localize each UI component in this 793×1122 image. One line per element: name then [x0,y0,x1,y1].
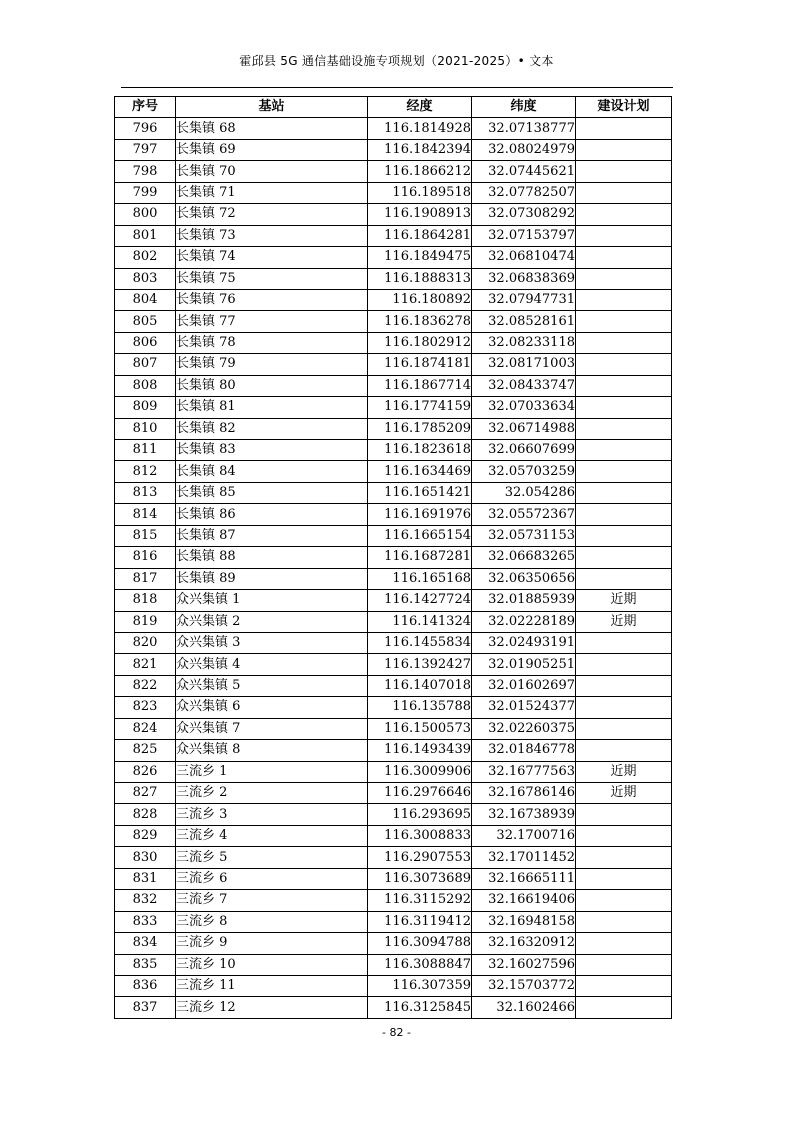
cell-latitude: 32.08433747 [472,375,576,396]
cell-seq: 799 [115,182,176,203]
cell-latitude: 32.07153797 [472,225,576,246]
table-row [115,225,672,246]
cell-seq: 801 [115,225,176,246]
table-row [115,847,672,868]
table-row [115,825,672,846]
table-row [115,375,672,396]
table-body [115,118,672,1018]
cell-plan [576,118,672,139]
table-row [115,204,672,225]
cell-station: 三流乡 2 [176,783,368,804]
cell-plan [576,547,672,568]
cell-longitude: 116.1849475 [368,247,472,268]
cell-longitude: 116.1651421 [368,482,472,503]
cell-latitude: 32.16777563 [472,761,576,782]
cell-plan [576,247,672,268]
cell-station: 三流乡 3 [176,804,368,825]
cell-seq: 832 [115,890,176,911]
table-row [115,997,672,1018]
cell-longitude: 116.1665154 [368,525,472,546]
table-row [115,354,672,375]
table-row [115,482,672,503]
cell-station: 长集镇 68 [176,118,368,139]
cell-longitude: 116.1874181 [368,354,472,375]
cell-seq: 812 [115,461,176,482]
cell-station: 长集镇 87 [176,525,368,546]
cell-longitude: 116.135788 [368,697,472,718]
table-row [115,289,672,310]
cell-station: 三流乡 4 [176,825,368,846]
cell-seq: 798 [115,161,176,182]
cell-station: 三流乡 5 [176,847,368,868]
table-row [115,440,672,461]
cell-station: 三流乡 6 [176,868,368,889]
column-header-seq: 序号 [115,97,176,118]
cell-seq: 827 [115,783,176,804]
cell-plan [576,289,672,310]
cell-latitude: 32.1602466 [472,997,576,1018]
cell-seq: 817 [115,568,176,589]
cell-seq: 823 [115,697,176,718]
cell-station: 众兴集镇 8 [176,740,368,761]
cell-plan [576,954,672,975]
cell-longitude: 116.1802912 [368,332,472,353]
cell-station: 长集镇 81 [176,397,368,418]
cell-longitude: 116.3073689 [368,868,472,889]
cell-longitude: 116.1814928 [368,118,472,139]
cell-station: 众兴集镇 6 [176,697,368,718]
table-row [115,547,672,568]
cell-plan [576,740,672,761]
cell-longitude: 116.1493439 [368,740,472,761]
cell-plan [576,868,672,889]
cell-plan: 近期 [576,611,672,632]
cell-longitude: 116.1392427 [368,654,472,675]
table-row [115,611,672,632]
cell-latitude: 32.07782507 [472,182,576,203]
cell-plan [576,161,672,182]
cell-seq: 829 [115,825,176,846]
cell-seq: 831 [115,868,176,889]
cell-seq: 837 [115,997,176,1018]
cell-latitude: 32.02493191 [472,632,576,653]
cell-latitude: 32.06350656 [472,568,576,589]
cell-latitude: 32.15703772 [472,975,576,996]
table-row [115,311,672,332]
table-row [115,418,672,439]
cell-longitude: 116.1836278 [368,311,472,332]
cell-plan [576,911,672,932]
table-row [115,118,672,139]
cell-latitude: 32.17011452 [472,847,576,868]
cell-station: 长集镇 79 [176,354,368,375]
cell-longitude: 116.3009906 [368,761,472,782]
cell-seq: 835 [115,954,176,975]
cell-seq: 806 [115,332,176,353]
cell-station: 长集镇 89 [176,568,368,589]
cell-station: 众兴集镇 2 [176,611,368,632]
cell-station: 长集镇 71 [176,182,368,203]
table-row [115,954,672,975]
cell-latitude: 32.16320912 [472,933,576,954]
cell-seq: 810 [115,418,176,439]
cell-station: 长集镇 74 [176,247,368,268]
cell-seq: 828 [115,804,176,825]
cell-plan [576,225,672,246]
cell-seq: 818 [115,590,176,611]
cell-latitude: 32.16665111 [472,868,576,889]
cell-latitude: 32.01524377 [472,697,576,718]
cell-longitude: 116.1774159 [368,397,472,418]
column-header-station: 基站 [176,97,368,118]
cell-station: 长集镇 69 [176,139,368,160]
cell-latitude: 32.06683265 [472,547,576,568]
cell-latitude: 32.16027596 [472,954,576,975]
column-header-latitude: 纬度 [472,97,576,118]
cell-seq: 816 [115,547,176,568]
cell-longitude: 116.189518 [368,182,472,203]
cell-seq: 815 [115,525,176,546]
table-row [115,697,672,718]
cell-plan [576,461,672,482]
cell-plan [576,311,672,332]
cell-plan [576,890,672,911]
cell-latitude: 32.07033634 [472,397,576,418]
cell-latitude: 32.16619406 [472,890,576,911]
cell-plan [576,268,672,289]
cell-seq: 833 [115,911,176,932]
cell-latitude: 32.07308292 [472,204,576,225]
cell-plan [576,997,672,1018]
cell-station: 长集镇 80 [176,375,368,396]
cell-longitude: 116.3115292 [368,890,472,911]
cell-station: 众兴集镇 7 [176,718,368,739]
cell-latitude: 32.08171003 [472,354,576,375]
cell-latitude: 32.05703259 [472,461,576,482]
column-header-plan: 建设计划 [576,97,672,118]
cell-longitude: 116.1864281 [368,225,472,246]
cell-station: 三流乡 1 [176,761,368,782]
table-row [115,568,672,589]
cell-longitude: 116.1866212 [368,161,472,182]
table-row [115,397,672,418]
cell-station: 三流乡 11 [176,975,368,996]
cell-seq: 830 [115,847,176,868]
table-row [115,161,672,182]
cell-seq: 800 [115,204,176,225]
table-row [115,804,672,825]
cell-seq: 796 [115,118,176,139]
cell-longitude: 116.1842394 [368,139,472,160]
cell-seq: 797 [115,139,176,160]
cell-plan [576,375,672,396]
cell-longitude: 116.2976646 [368,783,472,804]
cell-longitude: 116.1500573 [368,718,472,739]
cell-latitude: 32.01846778 [472,740,576,761]
table-row [115,182,672,203]
cell-seq: 836 [115,975,176,996]
cell-station: 长集镇 76 [176,289,368,310]
cell-station: 众兴集镇 5 [176,675,368,696]
cell-plan [576,397,672,418]
cell-plan [576,654,672,675]
table-row [115,890,672,911]
cell-station: 众兴集镇 4 [176,654,368,675]
cell-plan [576,718,672,739]
cell-latitude: 32.06838369 [472,268,576,289]
table-row [115,718,672,739]
cell-plan: 近期 [576,761,672,782]
table-row [115,975,672,996]
cell-plan [576,568,672,589]
cell-seq: 820 [115,632,176,653]
cell-seq: 809 [115,397,176,418]
cell-plan [576,139,672,160]
cell-plan [576,440,672,461]
cell-longitude: 116.307359 [368,975,472,996]
cell-station: 三流乡 9 [176,933,368,954]
cell-longitude: 116.1687281 [368,547,472,568]
cell-station: 长集镇 86 [176,504,368,525]
cell-plan [576,675,672,696]
cell-station: 长集镇 72 [176,204,368,225]
table-row [115,590,672,611]
cell-longitude: 116.180892 [368,289,472,310]
cell-seq: 813 [115,482,176,503]
table-row [115,504,672,525]
table-row [115,740,672,761]
cell-plan [576,354,672,375]
cell-latitude: 32.01602697 [472,675,576,696]
cell-latitude: 32.16786146 [472,783,576,804]
cell-latitude: 32.07138777 [472,118,576,139]
table-row [115,268,672,289]
cell-station: 三流乡 8 [176,911,368,932]
cell-seq: 825 [115,740,176,761]
cell-seq: 824 [115,718,176,739]
cell-station: 长集镇 78 [176,332,368,353]
column-header-longitude: 经度 [368,97,472,118]
cell-seq: 808 [115,375,176,396]
table-row [115,461,672,482]
cell-station: 长集镇 82 [176,418,368,439]
cell-latitude: 32.05731153 [472,525,576,546]
cell-longitude: 116.293695 [368,804,472,825]
cell-longitude: 116.3094788 [368,933,472,954]
table-row [115,761,672,782]
table-row [115,247,672,268]
cell-longitude: 116.1691976 [368,504,472,525]
cell-seq: 804 [115,289,176,310]
cell-longitude: 116.1908913 [368,204,472,225]
cell-plan [576,632,672,653]
cell-latitude: 32.01885939 [472,590,576,611]
cell-plan: 近期 [576,590,672,611]
cell-seq: 807 [115,354,176,375]
document-header-title: 霍邱县 5G 通信基础设施专项规划（2021-2025）• 文本 [239,54,554,68]
cell-latitude: 32.16738939 [472,804,576,825]
cell-station: 三流乡 12 [176,997,368,1018]
cell-plan [576,418,672,439]
cell-latitude: 32.02228189 [472,611,576,632]
cell-latitude: 32.01905251 [472,654,576,675]
cell-plan [576,204,672,225]
cell-plan [576,504,672,525]
cell-seq: 805 [115,311,176,332]
cell-longitude: 116.1867714 [368,375,472,396]
cell-seq: 822 [115,675,176,696]
cell-latitude: 32.02260375 [472,718,576,739]
cell-station: 长集镇 73 [176,225,368,246]
cell-plan [576,697,672,718]
table-row [115,675,672,696]
cell-latitude: 32.06714988 [472,418,576,439]
cell-plan [576,182,672,203]
table-row [115,139,672,160]
cell-longitude: 116.1455834 [368,632,472,653]
table-row [115,868,672,889]
cell-longitude: 116.1634469 [368,461,472,482]
base-station-table [114,96,672,1019]
cell-latitude: 32.07445621 [472,161,576,182]
header-divider [121,87,673,88]
cell-station: 长集镇 85 [176,482,368,503]
cell-latitude: 32.16948158 [472,911,576,932]
table-header-row [115,97,672,118]
cell-station: 长集镇 84 [176,461,368,482]
table-row [115,525,672,546]
cell-plan [576,332,672,353]
cell-latitude: 32.08024979 [472,139,576,160]
cell-seq: 826 [115,761,176,782]
cell-seq: 811 [115,440,176,461]
cell-seq: 803 [115,268,176,289]
cell-station: 长集镇 75 [176,268,368,289]
table-row [115,632,672,653]
table-row [115,783,672,804]
cell-longitude: 116.1785209 [368,418,472,439]
cell-plan [576,975,672,996]
cell-latitude: 32.1700716 [472,825,576,846]
cell-longitude: 116.165168 [368,568,472,589]
cell-latitude: 32.054286 [472,482,576,503]
cell-plan [576,825,672,846]
cell-latitude: 32.07947731 [472,289,576,310]
table-row [115,332,672,353]
cell-latitude: 32.08528161 [472,311,576,332]
cell-longitude: 116.1888313 [368,268,472,289]
cell-station: 长集镇 83 [176,440,368,461]
cell-plan [576,482,672,503]
cell-station: 长集镇 88 [176,547,368,568]
cell-latitude: 32.08233118 [472,332,576,353]
table-row [115,654,672,675]
cell-longitude: 116.1427724 [368,590,472,611]
cell-station: 众兴集镇 3 [176,632,368,653]
cell-latitude: 32.06810474 [472,247,576,268]
cell-latitude: 32.05572367 [472,504,576,525]
cell-seq: 834 [115,933,176,954]
cell-latitude: 32.06607699 [472,440,576,461]
cell-station: 众兴集镇 1 [176,590,368,611]
cell-seq: 814 [115,504,176,525]
cell-longitude: 116.2907553 [368,847,472,868]
cell-plan: 近期 [576,783,672,804]
table-row [115,933,672,954]
cell-seq: 819 [115,611,176,632]
cell-plan [576,933,672,954]
cell-longitude: 116.1823618 [368,440,472,461]
cell-station: 长集镇 77 [176,311,368,332]
cell-plan [576,804,672,825]
cell-longitude: 116.3119412 [368,911,472,932]
cell-station: 三流乡 7 [176,890,368,911]
cell-plan [576,847,672,868]
table-row [115,911,672,932]
cell-station: 长集镇 70 [176,161,368,182]
cell-station: 三流乡 10 [176,954,368,975]
cell-longitude: 116.3008833 [368,825,472,846]
cell-plan [576,525,672,546]
cell-longitude: 116.1407018 [368,675,472,696]
cell-seq: 821 [115,654,176,675]
page-number: - 82 - [382,1026,411,1039]
cell-longitude: 116.3125845 [368,997,472,1018]
cell-seq: 802 [115,247,176,268]
cell-longitude: 116.141324 [368,611,472,632]
cell-longitude: 116.3088847 [368,954,472,975]
